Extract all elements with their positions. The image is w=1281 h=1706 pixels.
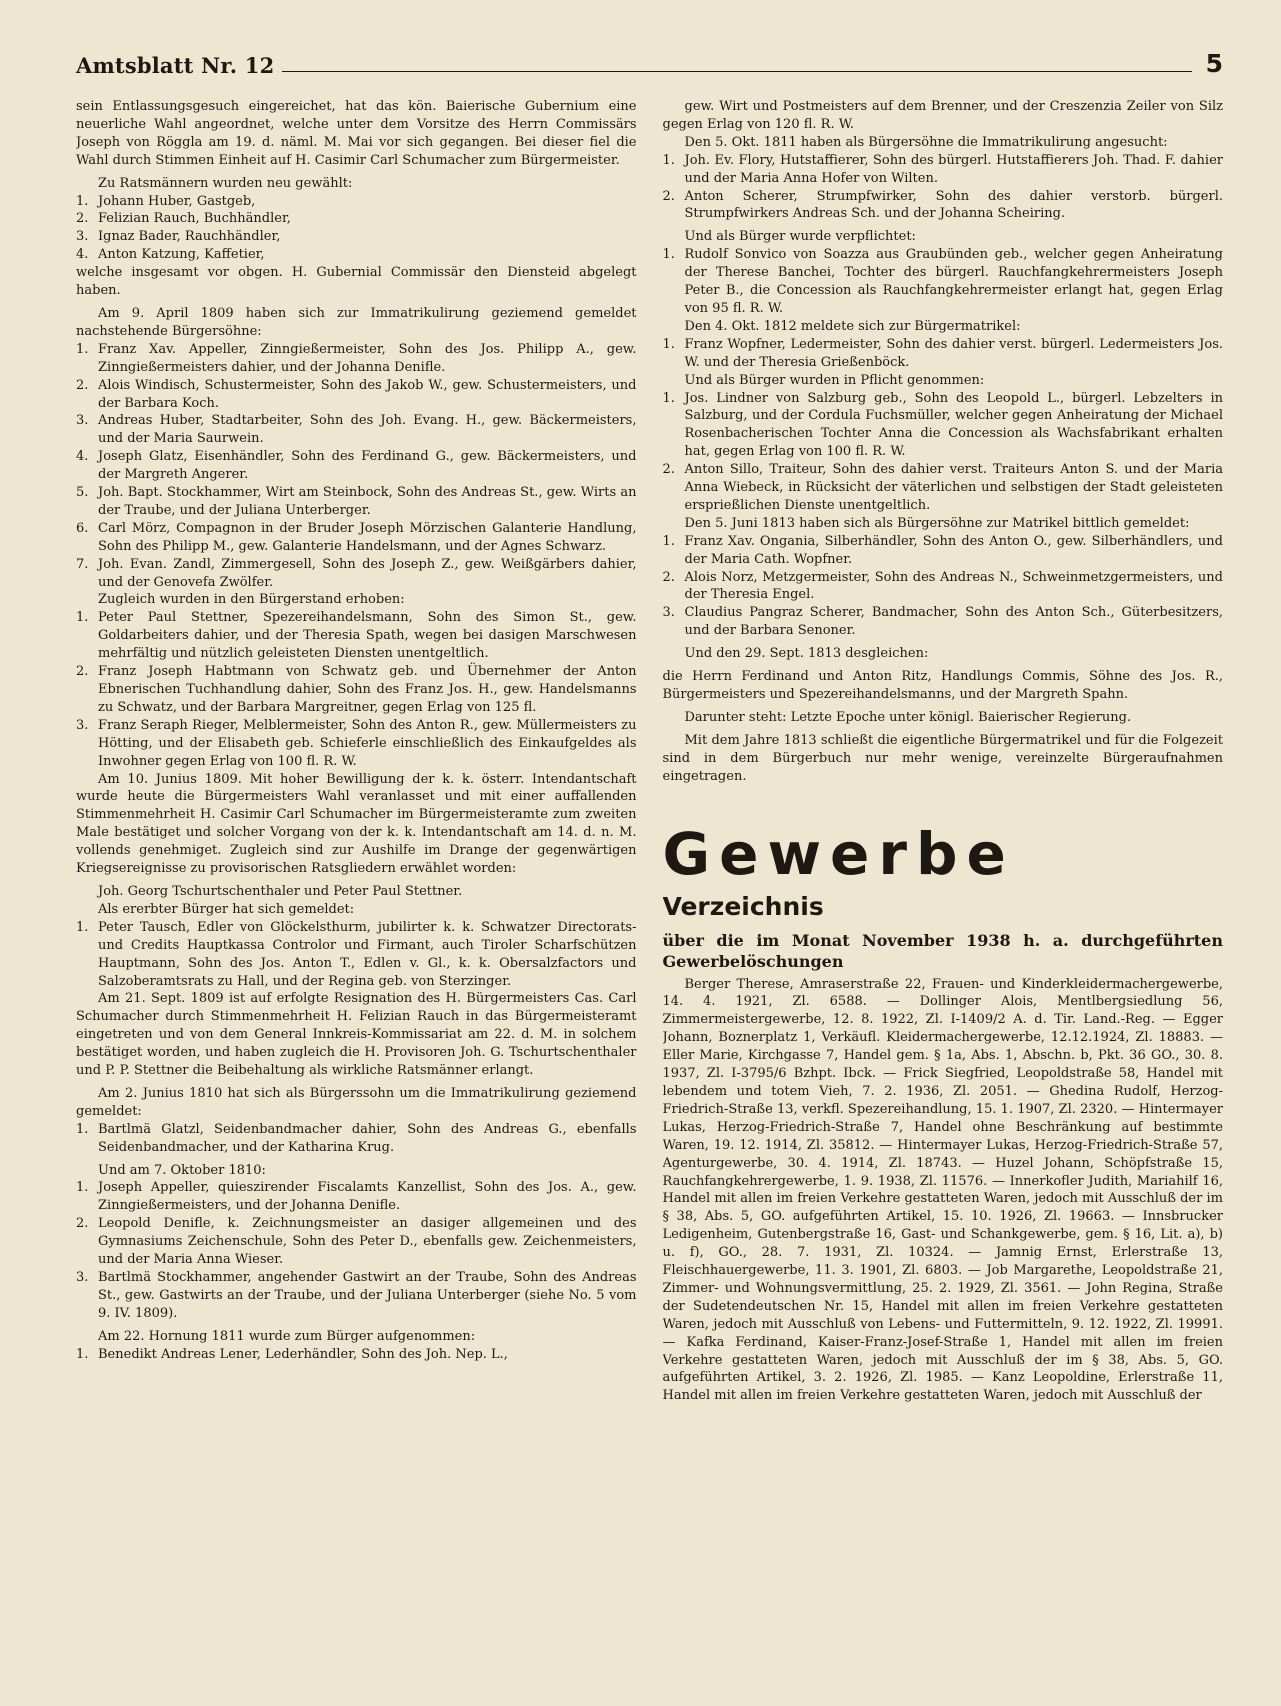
paragraph: Am 10. Junius 1809. Mit hoher Bewilligung der k. k. österr. Intendantschaft wurde heute die Bürgermeisters Wahl veranlasset und mit einer auffallenden Stimmenmehrheit H. Casimir Carl Schumacher im Bürgermeisteramte zum zweiten Male bestätiget und solcher Vorgang von der k. k. Intendantschaft am 14. d. n. M. vollends genehmiget. Zugleich sind zur Aushilfe im Drange der gegenwärtigen Kriegsereignisse zu provisorischen Ratsgliedern erwählet worden: — [76, 771, 637, 877]
header-rule — [282, 71, 1191, 72]
list-text: Anton Katzung, Kaffetier, — [98, 247, 265, 263]
list-text: Alois Norz, Metzgermeister, Sohn des Andreas N., Schweinmetzgermeisters, und der Theresia Engel. — [684, 569, 1223, 603]
list-item — [76, 663, 637, 717]
paragraph: die Herrn Ferdinand und Anton Ritz, Handlungs Commis, Söhne des Jos. R., Bürgermeisters und Spezereihandelsmanns, und der Margreth Spahn. — [662, 669, 1223, 702]
list-1812 — [663, 336, 1224, 372]
paragraph: Am 2. Junius 1810 hat sich als Bürgerssohn um die Immatrikulirung geziemend gemeldet: — [76, 1085, 637, 1119]
paragraph: Am 21. Sept. 1809 ist auf erfolgte Resignation des H. Bürgermeisters Cas. Carl Schumacher durch Stimmenmehrheit H. Felizian Rauch in das Bürgermeisteramt eingetreten und von dem General Innkreis-Kommissariat am 22. d. M. in solchem bestätiget worden, und haben zugleich die H. Provisoren Joh. G. Tschurtschenthaler und P. P. Stettner die Beibehaltung als wirkliche Ratsmänner erlangt. — [76, 991, 637, 1079]
paragraph: Den 5. Okt. 1811 haben als Bürgersöhne die Immatrikulirung angesucht: — [684, 134, 1168, 150]
paragraph: Den 4. Okt. 1812 meldete sich zur Bürgermatrikel: — [684, 318, 1021, 334]
paragraph: Und den 29. Sept. 1813 desgleichen: — [684, 646, 929, 662]
paragraph: Und am 7. Oktober 1810: — [98, 1162, 266, 1178]
paragraph: Den 5. Juni 1813 haben sich als Bürgersöhne zur Matrikel bittlich gemeldet: — [684, 515, 1190, 531]
list-text: Joseph Glatz, Eisenhändler, Sohn des Ferdinand G., gew. Bäckermeisters, und der Margreth Angerer. — [98, 449, 637, 483]
list-text: Leopold Denifle, k. Zeichnungsmeister an dasiger allgemeinen und des Gymnasiums Zeichenschule, Sohn des Peter D., ebenfalls gew. Zeichenmeisters, und der Maria Anna Wieser. — [98, 1216, 637, 1268]
list-item — [76, 246, 637, 264]
list-text: Franz Wopfner, Ledermeister, Sohn des dahier verst. bürgerl. Ledermeisters Jos. W. und der Theresia Grießenböck. — [684, 336, 1223, 370]
section-lead: über die im Monat November 1938 h. a. durchgeführten Gewerbelöschungen — [662, 930, 1223, 971]
list-text: Jos. Lindner von Salzburg geb., Sohn des Leopold L., bürgerl. Lebzelters in Salzburg, und der Cordula Fuchsmüller, welcher gegen Anheiratung der Michael Rosenbacherischen Tochter Anna die Concession als Wachsfabrikant erhalten hat, gegen Erlag von 100 fl. R. W. — [684, 390, 1223, 460]
list-text: Joh. Bapt. Stockhammer, Wirt am Steinbock, Sohn des Andreas St., gew. Wirts an der Traube, und der Juliana Unterberger. — [98, 485, 637, 518]
list-item — [663, 390, 1224, 462]
list-number: 3. — [662, 605, 675, 621]
paragraph: welche insgesamt vor obgen. H. Gubernial Commissär den Diensteid abgelegt haben. — [76, 265, 637, 299]
list-text: Peter Tausch, Edler von Glöckelsthurm, jubilirter k. k. Schwatzer Directorats- und Credits Hauptkassa Controlor und Firmant, auch Tiroler Scharfschützen Hauptmann, Sohn des Jos. Anton T., Edlen v. Gl., k. k. Obersalzfactors und Salzoberamtsrats zu Hall, und der Regina geb. von Sterzinger. — [98, 919, 637, 989]
list-1811-oktober — [663, 152, 1224, 224]
columns — [76, 98, 1223, 1405]
list-number: 2. — [76, 211, 89, 227]
list-number: 3. — [76, 229, 89, 245]
list-1810-juni — [76, 1121, 637, 1157]
list-number: 2. — [662, 462, 675, 478]
right-column — [663, 98, 1224, 1405]
list-item — [76, 717, 637, 771]
page-header — [76, 48, 1223, 78]
list-item — [663, 188, 1224, 224]
list-item — [76, 412, 637, 448]
list-item — [663, 569, 1224, 605]
list-text: Benedikt Andreas Lener, Lederhändler, Sohn des Joh. Nep. L., — [98, 1346, 508, 1362]
list-number: 2. — [662, 188, 675, 204]
list-1810-oktober — [76, 1179, 637, 1322]
paragraph: sein Entlassungsgesuch eingereichet, hat das kön. Baierische Gubernium eine neuerliche Wahl angeordnet, welche unter dem Vorsitze des Herrn Commissärs Joseph von Röggla am 19. d. näml. M. Mai vor sich gegangen. Bei dieser fiel die Wahl durch Stimmen Einheit auf H. Casimir Carl Schumacher zum Bürgermeister. — [76, 99, 637, 168]
list-text: Ignaz Bader, Rauchhändler, — [98, 229, 281, 245]
list-text: Franz Xav. Appeller, Zinngießermeister, Sohn des Jos. Philipp A., gew. Zinngießermeisters dahier, und der Johanna Denifle. — [98, 341, 637, 375]
list-number: 1. — [76, 919, 89, 935]
page-number: 5 — [1205, 49, 1223, 78]
paragraph: Zugleich wurden in den Bürgerstand erhoben: — [98, 592, 405, 608]
paragraph: Am 22. Hornung 1811 wurde zum Bürger aufgenommen: — [98, 1328, 476, 1344]
list-number: 3. — [76, 413, 89, 429]
list-text: Carl Mörz, Compagnon in der Bruder Joseph Mörzischen Galanterie Handlung, Sohn des Philipp M., gew. Galanterie Handelsmann, und der Agnes Schwarz. — [98, 520, 637, 554]
list-text: Claudius Pangraz Scherer, Bandmacher, Sohn des Anton Sch., Güterbesitzers, und der Barbara Senoner. — [684, 605, 1223, 639]
paragraph: Joh. Georg Tschurtschenthaler und Peter Paul Stettner. — [98, 883, 463, 899]
list-number: 1. — [76, 1121, 89, 1137]
paragraph: Und als Bürger wurde verpflichtet: — [684, 229, 916, 245]
section-title-gewerbe: Gewerbe — [662, 819, 1015, 888]
list-item — [76, 1269, 637, 1323]
list-number: 3. — [76, 1270, 89, 1285]
list-item — [76, 1346, 637, 1364]
paragraph: gew. Wirt und Postmeisters auf dem Brenner, und der Creszenzia Zeiler von Silz gegen Erlag von 120 fl. R. W. — [662, 99, 1223, 132]
list-item — [663, 336, 1224, 372]
list-item — [76, 484, 637, 520]
list-number: 2. — [76, 664, 89, 680]
list-ratsmaenner — [76, 193, 637, 265]
publication-title: Amtsblatt Nr. 12 — [76, 53, 275, 78]
list-number: 1. — [662, 390, 675, 406]
list-text: Joh. Ev. Flory, Hutstaffierer, Sohn des bürgerl. Hutstaffierers Joh. Thad. F. dahier und der Maria Anna Hofer von Wilten. — [684, 152, 1223, 186]
list-text: Anton Scherer, Strumpfwirker, Sohn des dahier verstorb. bürgerl. Strumpfwirkers Andreas Sch. und der Johanna Scheiring. — [684, 188, 1223, 222]
paragraph: Zu Ratsmännern wurden neu gewählt: — [98, 175, 353, 191]
list-item — [663, 246, 1224, 318]
list-text: Bartlmä Stockhammer, angehender Gastwirt an der Traube, Sohn des Andreas St., gew. Gastwirts an der Traube, und der Juliana Unterberger (siehe No. 5 vom 9. IV. 1809). — [98, 1270, 637, 1321]
list-number: 4. — [76, 247, 89, 263]
list-text: Franz Xav. Ongania, Silberhändler, Sohn des Anton O., gew. Silberhändlers, und der Maria Cath. Wopfner. — [684, 533, 1223, 567]
list-text: Anton Sillo, Traiteur, Sohn des dahier verst. Traiteurs Anton S. und der Maria Anna Wiebeck, in Rücksicht der väterlichen und selbstigen der Stadt geleisteten ersprießlichen Dienste unentgeltlich. — [684, 462, 1223, 513]
list-number: 1. — [662, 152, 675, 168]
list-number: 2. — [76, 1216, 89, 1232]
list-item — [76, 228, 637, 246]
list-item — [76, 556, 637, 592]
paragraph: Und als Bürger wurden in Pflicht genommen: — [684, 372, 985, 388]
list-number: 7. — [76, 556, 89, 572]
list-text: Franz Joseph Habtmann von Schwatz geb. und Übernehmer der Anton Ebnerischen Tuchhandlung dahier, Sohn des Franz Jos. H., gew. Handelsmanns zu Schwatz, und der Barbara Margreitner, gegen Erlag von 125 fl. — [98, 664, 637, 715]
list-verpflichtet — [663, 246, 1224, 318]
list-item — [76, 341, 637, 377]
list-buergerstand — [76, 609, 637, 770]
list-text: Joh. Evan. Zandl, Zimmergesell, Sohn des Joseph Z., gew. Weißgärbers dahier, und der Genovefa Zwölfer. — [98, 556, 637, 590]
paragraph: Darunter steht: Letzte Epoche unter königl. Baierischer Regierung. — [684, 709, 1132, 725]
list-item — [76, 1121, 637, 1157]
left-column — [76, 98, 637, 1405]
list-item — [76, 520, 637, 556]
list-text: Johann Huber, Gastgeb, — [98, 193, 256, 209]
list-number: 4. — [76, 449, 89, 465]
list-number: 2. — [662, 569, 675, 585]
paragraph: Mit dem Jahre 1813 schließt die eigentliche Bürgermatrikel und für die Folgezeit sind in dem Bürgerbuch nur mehr wenige, vereinzelte Bürgeraufnahmen eingetragen. — [662, 732, 1223, 784]
list-number: 1. — [76, 1180, 89, 1196]
list-number: 6. — [76, 520, 89, 536]
list-item — [76, 1215, 637, 1269]
list-1811 — [76, 1346, 637, 1364]
list-number: 1. — [76, 193, 89, 209]
list-text: Peter Paul Stettner, Spezereihandelsmann, Sohn des Simon St., gew. Goldarbeiters dahier, und der Theresia Spath, wegen bei dasigen Marschwesen mehrfältig und nützlich geleisteten Diensten unentgeltlich. — [98, 610, 637, 662]
list-item — [76, 448, 637, 484]
list-number: 2. — [76, 377, 89, 393]
list-item — [76, 377, 637, 413]
list-ererbter-buerger — [76, 919, 637, 991]
list-text: Alois Windisch, Schustermeister, Sohn des Jakob W., gew. Schustermeisters, und der Barbara Koch. — [98, 377, 637, 411]
list-item — [663, 461, 1224, 515]
list-text: Franz Seraph Rieger, Melblermeister, Sohn des Anton R., gew. Müllermeisters zu Hötting, und der Elisabeth geb. Schieferle einschließlich des Einkaufgeldes als Inwohner gegen Erlag von 100 fl. R. W. — [98, 717, 637, 769]
list-buergersoehne-1809 — [76, 341, 637, 592]
list-number: 5. — [76, 485, 89, 501]
gewerbe-list-body: Berger Therese, Amraserstraße 22, Frauen- und Kinderkleidermachergewerbe, 14. 4. 1921, Zl. 6588. — Dollinger Alois, Mentlbergsiedlung 56, Zimmermeistergewerbe, 12. 8. 1922, Zl. I-1409/2 A. d. Tir. Land.-Reg. — Egger Johann, Boznerplatz 1, Verkäufl. Kleidermachergewerbe, 12.12.1924, Zl. 18883. — Eller Marie, Kirchgasse 7, Handel gem. § 1a, Abs. 1, Abschn. b, Pkt. 36 GO., 30. 8. 1937, Zl. I-3795/6 Bzhpt. Ibck. — Frick Siegfried, Leopoldstraße 58, Handel mit lebendem und totem Vieh, 7. 2. 1936, Zl. 2051. — Ghedina Rudolf, Herzog-Friedrich-Straße 13, verkfl. Spezereihandlung, 15. 1. 1907, Zl. 2320. — Hintermayer Lukas, Herzog-Friedrich-Straße 7, Handel ohne Beschränkung auf bestimmte Waren, 19. 12. 1914, Zl. 35812. — Hintermayer Lukas, Herzog-Friedrich-Straße 57, Agenturgewerbe, 30. 4. 1914, Zl. 18743. — Huzel Johann, Schöpfstraße 15, Rauchfangkehrergewerbe, 1. 9. 1938, Zl. 11576. — Innerkofler Judith, Mariahilf 16, Handel mit allen im freien Verkehre gestatteten Waren, jedoch mit Ausschluß der im § 38, Abs. 5, GO. aufgeführten Artikel, 15. 10. 1926, Zl. 19663. — Innsbrucker Ledigenheim, Gutenbergstraße 16, Gast- und Schankgewerbe, gem. § 16, Lit. a), b) u. f), GO., 28. 7. 1931, Zl. 10324. — Jamnig Ernst, Erlerstraße 13, Fleischhauergewerbe, 11. 3. 1901, Zl. 6803. — Job Margarethe, Leopoldstraße 21, Zimmer- und Wohnungsvermittlung, 25. 2. 1929, Zl. 3561. — John Regina, Straße der Sudetendeutschen Nr. 15, Handel mit allen im freien Verkehre gestatteten Waren, jedoch mit Ausschluß von Lebens- und Futtermitteln, 9. 12. 1922, Zl. 19991. — Kafka Ferdinand, Kaiser-Franz-Josef-Straße 1, Handel mit allen im freien Verkehre gestatteten Waren, jedoch mit Ausschluß der im § 38, Abs. 5, GO. aufgeführten Artikel, 3. 2. 1926, Zl. 1985. — Kanz Leopoldine, Erlerstraße 11, Handel mit allen im freien Verkehre gestatteten Waren, jedoch mit Ausschluß der — [662, 976, 1223, 1404]
list-item — [76, 609, 637, 663]
list-item — [663, 604, 1224, 640]
list-text: Felizian Rauch, Buchhändler, — [98, 211, 291, 227]
list-item — [76, 919, 637, 991]
list-1813-juni — [663, 533, 1224, 640]
list-number: 1. — [662, 336, 675, 352]
list-item — [76, 1179, 637, 1215]
list-item — [663, 152, 1224, 188]
paragraph: Am 9. April 1809 haben sich zur Immatrikulirung geziemend gemeldet nachstehende Bürgersöhne: — [76, 305, 637, 339]
list-number: 1. — [76, 341, 89, 357]
list-number: 1. — [76, 1346, 89, 1362]
list-number: 1. — [76, 610, 89, 626]
list-item — [76, 193, 637, 211]
list-text: Rudolf Sonvico von Soazza aus Graubünden geb., welcher gegen Anheiratung der Therese Banchei, Tochter des bürgerl. Rauchfangkehrermeisters Joseph Peter B., die Concession als Rauchfangkehrermeister erlangt hat, gegen Erlag von 95 fl. R. W. — [684, 247, 1223, 316]
list-text: Joseph Appeller, quieszirender Fiscalamts Kanzellist, Sohn des Jos. A., gew. Zinngießermeisters, und der Johanna Denifle. — [98, 1180, 637, 1214]
list-text: Bartlmä Glatzl, Seidenbandmacher dahier, Sohn des Andreas G., ebenfalls Seidenbandmacher, und der Katharina Krug. — [98, 1121, 637, 1155]
paragraph: Als ererbter Bürger hat sich gemeldet: — [98, 901, 355, 917]
list-text: Andreas Huber, Stadtarbeiter, Sohn des Joh. Evang. H., gew. Bäckermeisters, und der Maria Saurwein. — [98, 413, 637, 447]
list-number: 1. — [662, 533, 675, 549]
list-item — [663, 533, 1224, 569]
list-number: 3. — [76, 717, 89, 733]
section-subtitle: Verzeichnis — [662, 891, 824, 921]
list-item — [76, 210, 637, 228]
list-in-pflicht — [663, 390, 1224, 515]
list-number: 1. — [662, 247, 675, 263]
